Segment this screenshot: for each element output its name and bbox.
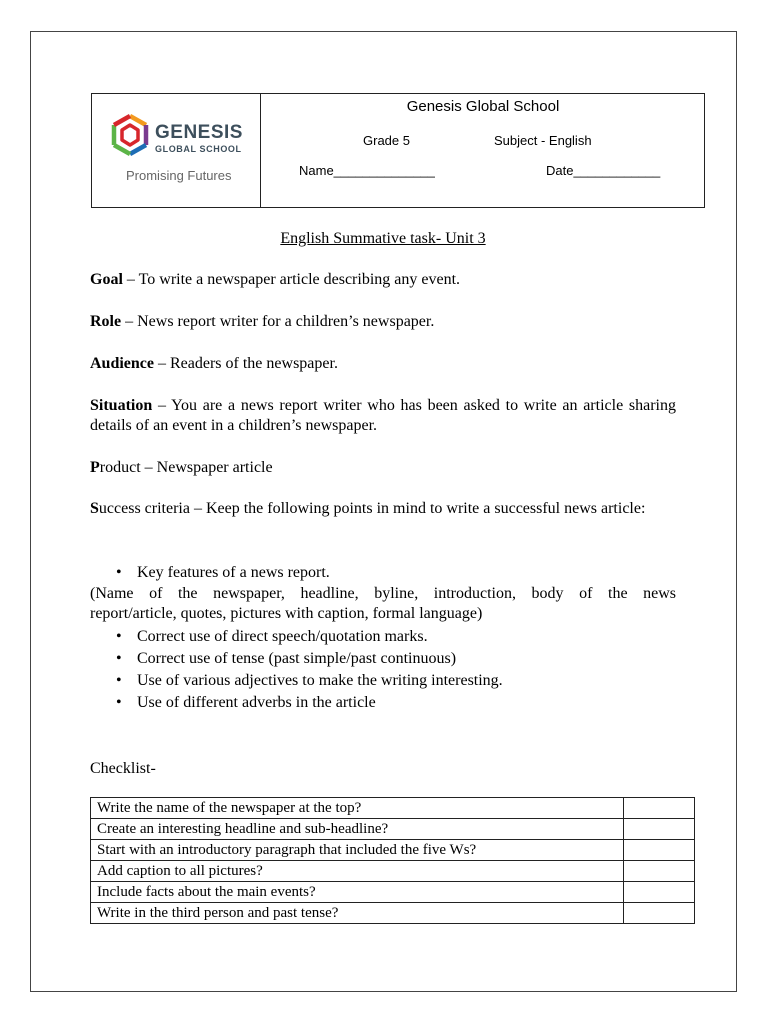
bullet-item: • Use of various adjectives to make the writing interesting. bbox=[90, 671, 676, 693]
checkbox-cell[interactable] bbox=[624, 798, 695, 819]
school-name: Genesis Global School bbox=[406, 98, 560, 115]
role-line bbox=[90, 312, 676, 332]
table-row bbox=[91, 861, 695, 882]
name-field[interactable]: Name______________ bbox=[299, 163, 435, 178]
date-field[interactable]: Date____________ bbox=[546, 163, 661, 178]
criteria-bullet-list bbox=[90, 627, 676, 715]
success-text: uccess criteria – Keep the following points in mind to write a successful news article: bbox=[98, 500, 646, 517]
role-label: Role bbox=[90, 313, 122, 330]
table-row bbox=[91, 798, 695, 819]
logo-wordmark: GENESIS bbox=[155, 122, 243, 143]
bullet-item: • Correct use of direct speech/quotation marks. bbox=[90, 627, 676, 649]
feature-bullet-list bbox=[90, 563, 676, 585]
checkbox-cell[interactable] bbox=[624, 882, 695, 903]
features-note-line1: (Name of the newspaper, headline, byline, introduction, body of the news bbox=[90, 585, 676, 602]
situation-label: Situation bbox=[90, 397, 153, 414]
success-criteria-paragraph bbox=[90, 499, 676, 519]
role-text: – News report writer for a children’s newspaper. bbox=[121, 313, 435, 330]
features-note-line2: report/article, quotes, pictures with caption, formal language) bbox=[90, 605, 483, 622]
logo-tagline: Promising Futures bbox=[126, 168, 232, 183]
logo-subtitle: GLOBAL SCHOOL bbox=[155, 144, 242, 154]
table-row bbox=[91, 819, 695, 840]
grade-label: Grade 5 bbox=[363, 133, 410, 148]
product-line bbox=[90, 458, 676, 478]
subject-label: Subject - English bbox=[494, 133, 592, 148]
goal-line bbox=[90, 270, 676, 290]
table-row bbox=[91, 882, 695, 903]
checklist-item: Include facts about the main events? bbox=[91, 882, 624, 903]
product-text: roduct – Newspaper article bbox=[99, 459, 273, 476]
checklist-item: Write in the third person and past tense? bbox=[91, 903, 624, 924]
situation-text: – You are a news report writer who has been asked to write an article sharing details of an event in a children’s newspaper. bbox=[90, 397, 676, 434]
bullet-item: • Correct use of tense (past simple/past continuous) bbox=[90, 649, 676, 671]
bullet-item: • Use of different adverbs in the article bbox=[90, 693, 676, 715]
table-row bbox=[91, 840, 695, 861]
checkbox-cell[interactable] bbox=[624, 861, 695, 882]
checklist-item: Add caption to all pictures? bbox=[91, 861, 624, 882]
audience-text: – Readers of the newspaper. bbox=[154, 355, 338, 372]
product-label: P bbox=[90, 459, 100, 476]
table-row bbox=[91, 903, 695, 924]
checkbox-cell[interactable] bbox=[624, 819, 695, 840]
bullet-item: • Key features of a news report. bbox=[90, 563, 676, 585]
audience-line bbox=[90, 354, 676, 374]
checklist-item: Write the name of the newspaper at the top? bbox=[91, 798, 624, 819]
goal-label: Goal bbox=[90, 271, 123, 288]
checkbox-cell[interactable] bbox=[624, 840, 695, 861]
checklist-table bbox=[90, 797, 695, 924]
audience-label: Audience bbox=[90, 355, 154, 372]
checkbox-cell[interactable] bbox=[624, 903, 695, 924]
success-label: S bbox=[90, 500, 99, 517]
task-title: English Summative task- Unit 3 bbox=[280, 230, 486, 247]
goal-text: – To write a newspaper article describing any event. bbox=[122, 271, 461, 288]
checklist-item: Start with an introductory paragraph that included the five Ws? bbox=[91, 840, 624, 861]
checklist-label: Checklist- bbox=[90, 760, 156, 777]
situation-paragraph bbox=[90, 396, 676, 436]
checklist-item: Create an interesting headline and sub-headline? bbox=[91, 819, 624, 840]
